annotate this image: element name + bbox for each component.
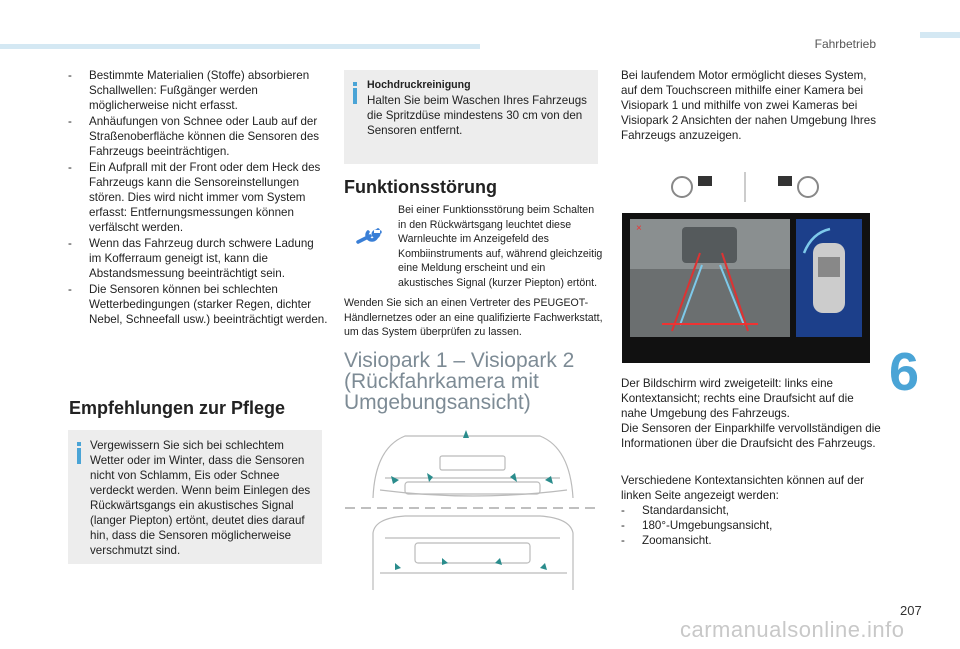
list-item: - Wenn das Fahrzeug durch schwere Ladung im Kofferraum geneigt ist, kann die Abstandsmessung beeinträchtigt sein. — [68, 237, 314, 280]
high-pressure-box — [344, 70, 598, 164]
steering-wheel-icon — [672, 176, 712, 197]
screen-description: Der Bildschirm wird zweigeteilt: links eine Kontextansicht; rechts eine Draufsicht auf die nahe Umgebung des Fahrzeugs. Die Sensoren der Einparkhilfe vervollständigen die Informationen über die Draufsicht des Fahrzeugs. — [621, 377, 881, 450]
wrench-warning-icon — [356, 228, 384, 248]
camera-screen-illustration — [622, 213, 870, 363]
steering-wheel-icon — [778, 176, 818, 197]
list-item: - Zoomansicht. — [621, 534, 712, 547]
info-icon — [352, 82, 358, 104]
car-rear-outline — [373, 516, 573, 590]
list-item: - Ein Aufprall mit der Front oder dem Heck des Fahrzeugs kann die Sensoreinstellungen stören. Dies wird nicht immer vom System erfasst: Entfernungsmessungen können verfälscht werden. — [68, 161, 321, 234]
list-item: - 180°-Umgebungsansicht, — [621, 519, 773, 532]
high-pressure-text: Halten Sie beim Waschen Ihres Fahrzeugs die Spritzdüse mindestens 30 cm von den Sensoren entfernt. — [367, 94, 587, 137]
list-item: - Standardansicht, — [621, 504, 730, 517]
limitations-list — [68, 68, 328, 328]
page-number: 207 — [900, 603, 922, 618]
sensor-location-diagram — [345, 418, 600, 593]
list-item: - Bestimmte Materialien (Stoffe) absorbieren Schallwellen: Fußgänger werden möglicherweise nicht erfasst. — [68, 69, 310, 112]
camera-icons — [660, 172, 830, 202]
system-intro: Bei laufendem Motor ermöglicht dieses System, auf dem Touchscreen mithilfe einer Kamera bei Visiopark 1 und mithilfe von zwei Kameras bei Visiopark 2 Ansichten der nahen Umgebung Ihres Fahrzeugs anzuzeigen. — [621, 69, 877, 142]
chapter-number: 6 — [889, 342, 920, 402]
care-info-box — [68, 430, 322, 564]
svg-text:×: × — [636, 223, 642, 234]
info-icon — [76, 442, 82, 464]
visiopark-title: Visiopark 1 – Visiopark 2 (Rückfahrkamera mit Umgebungsansicht) — [344, 349, 575, 414]
context-views: Verschiedene Kontextansichten können auf der linken Seite angezeigt werden: - Standardansicht, - 180°-Umgebungsansicht, - Zoomansicht. — [621, 473, 881, 548]
list-item: - Die Sensoren können bei schlechten Wetterbedingungen (starker Regen, dichter Nebel, Schneefall usw.) beeinträchtigt werden. — [68, 283, 328, 326]
care-heading: Empfehlungen zur Pflege — [69, 398, 286, 418]
list-item: - Anhäufungen von Schnee oder Laub auf der Straßenoberfläche können die Sensoren des Fahrzeugs beeinträchtigen. — [68, 115, 320, 158]
chapter-tab — [920, 32, 960, 38]
top-view — [796, 219, 862, 337]
header-bar — [0, 44, 480, 49]
dealer-text: Wenden Sie sich an einen Vertreter des PEUGEOT-Händlernetzes oder an eine qualifizierte Fachwerkstatt, um das System überprüfen zu lassen. — [344, 297, 603, 339]
watermark: carmanualsonline.info — [680, 617, 905, 642]
care-info-text: Vergewissern Sie sich bei schlechtem Wetter oder im Winter, dass die Sensoren nicht von Schlamm, Eis oder Schnee verdeckt werden. Wenn beim Einlegen des Rückwärtsgangs ein akustisches Signal (langer Piepton) ertönt, deutet dies darauf hin, dass die Sensoren möglicherweise verschmutzt sind. — [90, 439, 311, 557]
malfunction-text: Bei einer Funktionsstörung beim Schalten in den Rückwärtsgang leuchtet diese Warnleuchte im Anzeigefeld des Kombiinstruments auf, während gleichzeitig eine Meldung erscheint und ein akustisches Signal (kurzer Piepton) ertönt. — [398, 204, 603, 289]
car-front-outline — [373, 436, 573, 498]
rear-camera-view — [630, 219, 790, 337]
high-pressure-title: Hochdruckreinigung — [367, 79, 471, 91]
malfunction-heading: Funktionsstörung — [344, 177, 497, 197]
section-title: Fahrbetrieb — [814, 37, 876, 51]
